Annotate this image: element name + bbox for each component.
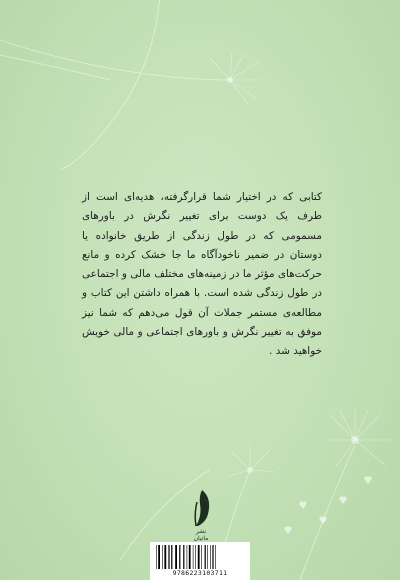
barcode-bar bbox=[205, 545, 206, 569]
cover-description: کتابی که در اختیار شما قرارگرفته، هدیه‌ای است از طرف یک دوست برای تغییر نگرش در باورهای مسمومی که در طول زندگی از طریق خانواده یا دوستان در ضمیر ناخودآگاه ما جا خشک کرده و مانع حرکت‌های مؤثر ما در زمینه‌های مختلف مالی و اجتماعی در طول زندگی شده است. با همراه داشتن این کتاب و مطالعه‌ی مستمر جملات آن قول می‌دهم که شما نیز موفق به تغییر نگرش و باورهای اجتماعی و مالی خویش خواهید شد . bbox=[82, 191, 322, 358]
barcode-bar bbox=[212, 545, 213, 569]
barcode-bar bbox=[198, 545, 200, 569]
barcode-bar bbox=[175, 545, 177, 569]
publisher-name-line: نشر bbox=[195, 528, 207, 535]
barcode-bar bbox=[158, 545, 160, 569]
barcode-bar bbox=[183, 545, 184, 569]
barcode-bar bbox=[201, 545, 202, 569]
barcode-bar bbox=[179, 545, 180, 569]
barcode-bar bbox=[189, 545, 191, 569]
barcode-bar bbox=[162, 545, 163, 569]
publisher-name-line: ماتیان bbox=[193, 535, 209, 542]
barcode-bar bbox=[156, 545, 157, 569]
barcode-bar bbox=[195, 545, 196, 569]
barcode-bar bbox=[187, 545, 188, 569]
barcode-bar bbox=[215, 545, 216, 569]
barcode-bar bbox=[168, 545, 169, 569]
barcode-bar bbox=[207, 545, 208, 569]
barcode-number: 9786223103711 bbox=[172, 569, 228, 577]
heart-icon bbox=[284, 476, 371, 534]
barcode bbox=[150, 542, 250, 580]
barcode-bar bbox=[164, 545, 166, 569]
publisher-name bbox=[182, 528, 220, 542]
barcode-bars bbox=[155, 545, 245, 569]
barcode-bar bbox=[193, 545, 194, 569]
feather-logo-icon bbox=[188, 488, 214, 528]
barcode-bar bbox=[171, 545, 172, 569]
barcode-bar bbox=[210, 545, 211, 569]
